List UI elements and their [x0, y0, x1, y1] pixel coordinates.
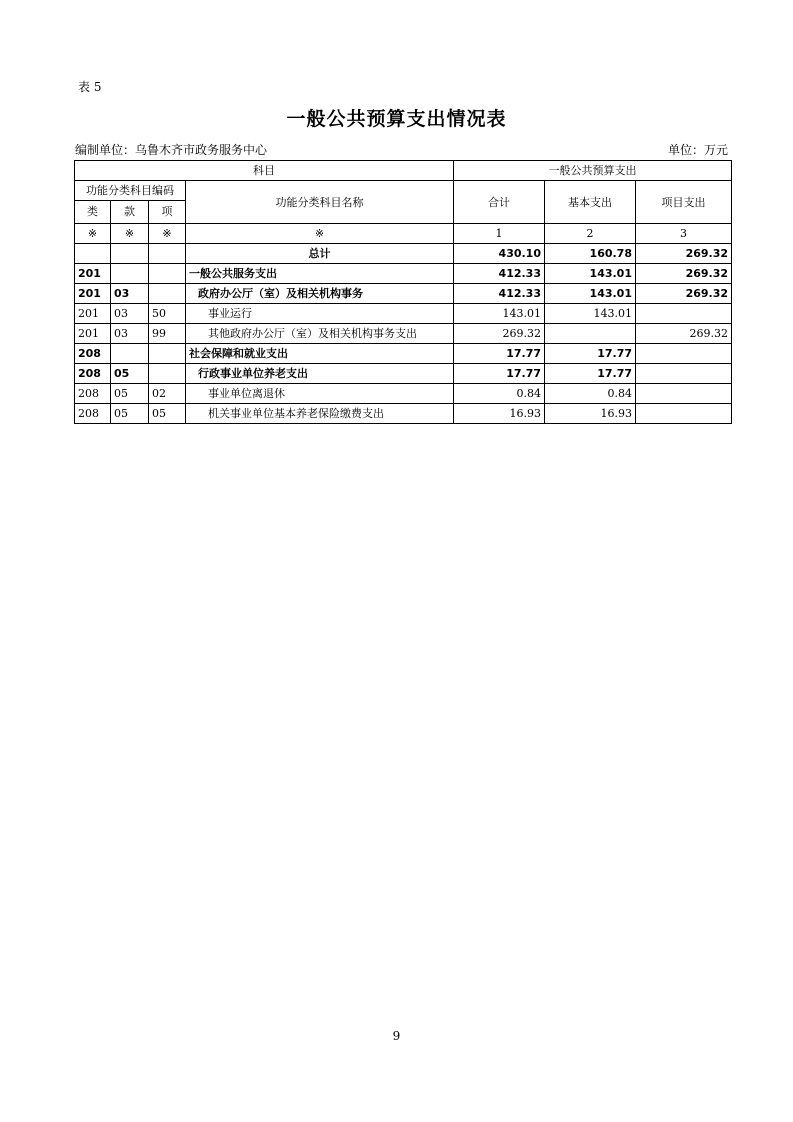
total-cell: 16.93 — [454, 404, 545, 424]
code-group-header: 功能分类科目编码 — [75, 181, 186, 201]
table-number: 表 5 — [78, 80, 102, 94]
lei-cell: 201 — [75, 304, 111, 324]
lei-cell: 208 — [75, 344, 111, 364]
xiang-cell — [149, 264, 186, 284]
project-cell: 269.32 — [636, 284, 732, 304]
table-row — [75, 384, 732, 404]
header-row-1 — [75, 161, 732, 181]
unit-label: 单位：万元 — [667, 143, 728, 157]
basic-cell — [545, 324, 636, 344]
basic-cell: 17.77 — [545, 364, 636, 384]
budget-table — [74, 160, 732, 424]
total-cell: 430.10 — [454, 244, 545, 264]
name-cell: 政府办公厅（室）及相关机构事务 — [186, 284, 454, 304]
xiang-cell — [149, 244, 186, 264]
lei-cell: 201 — [75, 264, 111, 284]
kuan-cell: 05 — [111, 404, 149, 424]
table-row — [75, 344, 732, 364]
budget-header: 一般公共预算支出 — [454, 161, 732, 181]
kuan-cell: 03 — [111, 284, 149, 304]
name-cell: 行政事业单位养老支出 — [186, 364, 454, 384]
index-cell: 1 — [454, 224, 545, 244]
name-cell: 总计 — [186, 244, 454, 264]
kuan-cell: 03 — [111, 304, 149, 324]
name-cell: 事业单位离退休 — [186, 384, 454, 404]
page-number: 9 — [392, 1029, 401, 1043]
name-cell: 其他政府办公厅（室）及相关机构事务支出 — [186, 324, 454, 344]
lei-cell: 208 — [75, 404, 111, 424]
basic-cell: 143.01 — [545, 264, 636, 284]
total-cell: 412.33 — [454, 264, 545, 284]
table-row — [75, 364, 732, 384]
table-row-total — [75, 244, 732, 264]
index-row — [75, 224, 732, 244]
xiang-cell — [149, 344, 186, 364]
index-cell: 3 — [636, 224, 732, 244]
name-cell: 机关事业单位基本养老保险缴费支出 — [186, 404, 454, 424]
project-cell: 269.32 — [636, 324, 732, 344]
table-row — [75, 264, 732, 284]
name-column-header: 功能分类科目名称 — [186, 181, 454, 224]
organization-label: 编制单位：乌鲁木齐市政务服务中心 — [75, 143, 268, 157]
lei-cell: 208 — [75, 364, 111, 384]
table-row — [75, 404, 732, 424]
total-cell: 412.33 — [454, 284, 545, 304]
project-cell — [636, 364, 732, 384]
lei-cell: 208 — [75, 384, 111, 404]
total-cell: 17.77 — [454, 364, 545, 384]
table-row — [75, 304, 732, 324]
star-cell: ※ — [75, 224, 111, 244]
lei-header: 类 — [75, 201, 111, 224]
xiang-cell: 05 — [149, 404, 186, 424]
project-column-header: 项目支出 — [636, 181, 732, 224]
basic-cell: 0.84 — [545, 384, 636, 404]
page-title: 一般公共预算支出情况表 — [286, 108, 507, 130]
kuan-cell: 03 — [111, 324, 149, 344]
xiang-header: 项 — [149, 201, 186, 224]
kuan-cell: 05 — [111, 364, 149, 384]
project-cell: 269.32 — [636, 264, 732, 284]
basic-cell: 17.77 — [545, 344, 636, 364]
name-cell: 事业运行 — [186, 304, 454, 324]
kuan-cell — [111, 244, 149, 264]
star-cell: ※ — [149, 224, 186, 244]
project-cell — [636, 344, 732, 364]
xiang-cell: 99 — [149, 324, 186, 344]
lei-cell — [75, 244, 111, 264]
project-cell — [636, 304, 732, 324]
xiang-cell: 50 — [149, 304, 186, 324]
lei-cell: 201 — [75, 284, 111, 304]
kuan-header: 款 — [111, 201, 149, 224]
xiang-cell: 02 — [149, 384, 186, 404]
total-column-header: 合计 — [454, 181, 545, 224]
kuan-cell — [111, 264, 149, 284]
lei-cell: 201 — [75, 324, 111, 344]
subject-header: 科目 — [75, 161, 454, 181]
project-cell: 269.32 — [636, 244, 732, 264]
table-row — [75, 284, 732, 304]
star-cell: ※ — [111, 224, 149, 244]
table-row — [75, 324, 732, 344]
total-cell: 143.01 — [454, 304, 545, 324]
xiang-cell — [149, 364, 186, 384]
kuan-cell — [111, 344, 149, 364]
basic-column-header: 基本支出 — [545, 181, 636, 224]
star-cell: ※ — [186, 224, 454, 244]
name-cell: 一般公共服务支出 — [186, 264, 454, 284]
basic-cell: 143.01 — [545, 304, 636, 324]
name-cell: 社会保障和就业支出 — [186, 344, 454, 364]
total-cell: 17.77 — [454, 344, 545, 364]
total-cell: 0.84 — [454, 384, 545, 404]
basic-cell: 160.78 — [545, 244, 636, 264]
kuan-cell: 05 — [111, 384, 149, 404]
project-cell — [636, 384, 732, 404]
header-row-2 — [75, 181, 732, 201]
project-cell — [636, 404, 732, 424]
xiang-cell — [149, 284, 186, 304]
basic-cell: 16.93 — [545, 404, 636, 424]
index-cell: 2 — [545, 224, 636, 244]
total-cell: 269.32 — [454, 324, 545, 344]
basic-cell: 143.01 — [545, 284, 636, 304]
